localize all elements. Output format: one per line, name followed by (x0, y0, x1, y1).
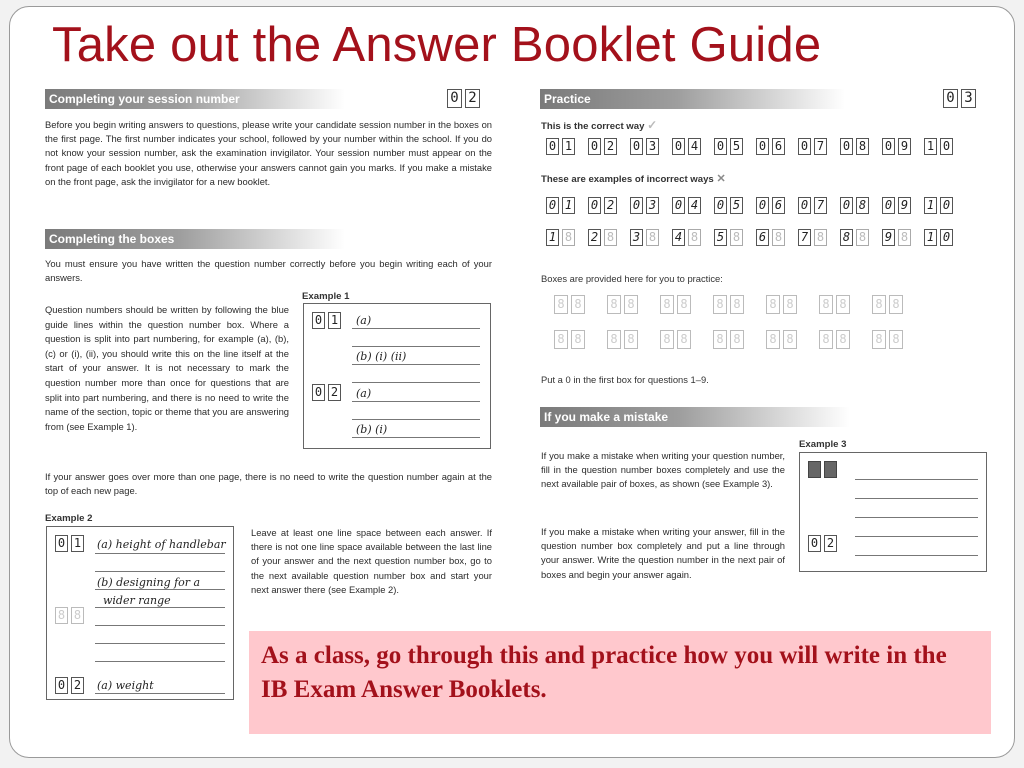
incorrect-pair (714, 229, 746, 247)
incorrect-pair (924, 197, 956, 215)
incorrect-digits-row-2 (546, 229, 966, 247)
digit-box: 0 (798, 138, 811, 155)
digit-box: 4 (672, 229, 685, 246)
digit-box: 2 (588, 229, 601, 246)
practice-box: 8 (766, 330, 780, 349)
practice-boxes-label: Boxes are provided here for you to practice: (541, 273, 723, 284)
incorrect-digits-row-1 (546, 197, 966, 215)
correct-pair (630, 138, 662, 156)
digit-box: 0 (588, 138, 601, 155)
example1-label: Example 1 (302, 291, 350, 302)
practice-boxes-row-1 (554, 295, 925, 314)
check-icon: ✓ (647, 118, 658, 132)
example3-box (799, 452, 987, 572)
practice-box: 8 (889, 330, 903, 349)
example2-entry-b-cont: wider range (103, 594, 171, 607)
digit-box: 0 (756, 138, 769, 155)
digit-box: 8 (856, 138, 869, 155)
digit-box: 4 (688, 197, 701, 214)
practice-box: 8 (872, 295, 886, 314)
practice-header: Practice (540, 89, 845, 109)
digit-box: 7 (798, 229, 811, 246)
digit-box: 0 (940, 229, 953, 246)
practice-box: 8 (554, 330, 568, 349)
digit-box: 0 (882, 197, 895, 214)
example2-label: Example 2 (45, 513, 93, 524)
correct-pair (798, 138, 830, 156)
example2-q2-digits: 0 2 (55, 677, 87, 695)
practice-pair (554, 330, 588, 349)
incorrect-ways-label: These are examples of incorrect ways ✕ (541, 173, 726, 185)
practice-pair (713, 295, 747, 314)
digit-box: 1 (546, 229, 559, 246)
practice-page-number: 0 3 (943, 89, 979, 108)
example1-q1-digits: 0 1 (312, 312, 344, 330)
digit-box: 0 (672, 138, 685, 155)
incorrect-pair (672, 197, 704, 215)
practice-pair (660, 330, 694, 349)
example2-entry-b: (b) designing for a (97, 576, 201, 589)
callout-text: As a class, go through this and practice how you will write in the IB Exam Answer Booklets. (261, 642, 947, 703)
digit-box: 5 (714, 229, 727, 246)
empty-digit-box: 8 (730, 229, 743, 246)
correct-pair (840, 138, 872, 156)
example3-filled-digits (808, 461, 840, 479)
incorrect-pair (546, 229, 578, 247)
correct-pair (756, 138, 788, 156)
empty-digit-box: 8 (646, 229, 659, 246)
practice-box: 8 (730, 330, 744, 349)
incorrect-pair (672, 229, 704, 247)
session-number-header: Completing your session number (45, 89, 345, 109)
correct-pair (546, 138, 578, 156)
digit-box: 0 (588, 197, 601, 214)
digit-box: 0 (714, 197, 727, 214)
example1-entry-a2: (a) (356, 387, 372, 400)
practice-box: 8 (571, 330, 585, 349)
incorrect-pair (798, 229, 830, 247)
boxes-body-text: Question numbers should be written by following the blue guide lines within the question number box. Where a question is split into part numbering, for example (a), (b), (c) or (i), (ii), you should write this on the line itself at the start of your answer. It is not necessary to mark the question number more than once for questions that are split into part numbering, and there is no need to write the name of the section, topic or theme that you are answering from (see Example 1). (45, 304, 289, 432)
digit-box: 0 (756, 197, 769, 214)
example2-empty-digits: 8 8 (55, 607, 87, 625)
incorrect-pair (588, 197, 620, 215)
slide-title: Take out the Answer Booklet Guide (52, 18, 822, 72)
empty-digit-box: 8 (604, 229, 617, 246)
practice-box: 8 (819, 330, 833, 349)
example1-box (303, 303, 491, 449)
example2-text: Leave at least one line space between each answer. If there is not one line space available between the last line of your answer and the next question number box, go to the next available question number box and start your next answer there (see Example 2). (251, 527, 492, 595)
incorrect-pair (840, 197, 872, 215)
digit-box: 2 (604, 197, 617, 214)
digit-box: 1 (562, 197, 575, 214)
empty-digit-box: 8 (814, 229, 827, 246)
example2-entry-a: (a) height of handlebar (97, 538, 226, 551)
digit-box: 0 (630, 197, 643, 214)
digit-box: 6 (756, 229, 769, 246)
digit-box: 0 (940, 197, 953, 214)
example1-entry-b2: (b) (i) (356, 423, 388, 436)
practice-box: 8 (607, 295, 621, 314)
digit-box: 6 (772, 197, 785, 214)
incorrect-pair (756, 229, 788, 247)
digit-box: 3 (630, 229, 643, 246)
practice-box: 8 (783, 330, 797, 349)
practice-box: 8 (624, 295, 638, 314)
practice-box: 8 (607, 330, 621, 349)
practice-box: 8 (783, 295, 797, 314)
practice-pair (766, 295, 800, 314)
mistake-text-1: If you make a mistake when writing your question number, fill in the question number boxes completely and use the next available pair of boxes, as shown (see Example 3). (541, 450, 785, 490)
practice-pair (872, 295, 906, 314)
digit-box: 5 (730, 138, 743, 155)
correct-pair (714, 138, 746, 156)
incorrect-pair (630, 197, 662, 215)
digit-box: 0 (882, 138, 895, 155)
session-page-number: 0 2 (447, 89, 483, 108)
empty-digit-box: 8 (898, 229, 911, 246)
empty-digit-box: 8 (856, 229, 869, 246)
boxes-intro-text: You must ensure you have written the question number correctly before you begin writing each of your answers. (45, 258, 492, 284)
digit-box: 1 (924, 229, 937, 246)
practice-pair (766, 330, 800, 349)
boxes-more-text: If your answer goes over more than one page, there is no need to write the question number again at the top of each new page. (45, 471, 492, 497)
practice-note: Put a 0 in the first box for questions 1–9. (541, 374, 709, 385)
example3-label: Example 3 (799, 439, 847, 450)
practice-box: 8 (872, 330, 886, 349)
mistake-text-2: If you make a mistake when writing your answer, fill in the question number box completely and put a line through your answer. Write the question number in the next pair of boxes and begin your answer again. (541, 526, 785, 580)
incorrect-pair (546, 197, 578, 215)
practice-pair (872, 330, 906, 349)
practice-pair (607, 295, 641, 314)
digit-box: 8 (840, 229, 853, 246)
practice-box: 8 (571, 295, 585, 314)
digit-box: 5 (730, 197, 743, 214)
practice-box: 8 (660, 330, 674, 349)
digit-box: 0 (546, 197, 559, 214)
practice-pair (819, 330, 853, 349)
empty-digit-box: 8 (772, 229, 785, 246)
practice-box: 8 (836, 330, 850, 349)
correct-digits-row (546, 138, 966, 156)
practice-pair (554, 295, 588, 314)
practice-box: 8 (713, 330, 727, 349)
practice-box: 8 (836, 295, 850, 314)
slide (9, 6, 1015, 758)
correct-pair (588, 138, 620, 156)
practice-box: 8 (730, 295, 744, 314)
practice-box: 8 (766, 295, 780, 314)
digit-box: 9 (898, 197, 911, 214)
incorrect-pair (882, 229, 914, 247)
digit-box: 0 (714, 138, 727, 155)
example2-entry-weight: (a) weight (97, 679, 154, 692)
digit-box: 0 (840, 138, 853, 155)
digit-box: 0 (940, 138, 953, 155)
digit-box: 6 (772, 138, 785, 155)
incorrect-pair (798, 197, 830, 215)
incorrect-pair (924, 229, 956, 247)
incorrect-pair (840, 229, 872, 247)
empty-digit-box: 8 (562, 229, 575, 246)
digit-box: 0 (546, 138, 559, 155)
digit-box: 0 (630, 138, 643, 155)
digit-box: 1 (924, 138, 937, 155)
practice-box: 8 (677, 295, 691, 314)
example1-entry-b: (b) (i) (ii) (356, 350, 407, 363)
incorrect-pair (714, 197, 746, 215)
digit-box: 2 (604, 138, 617, 155)
digit-box: 0 (798, 197, 811, 214)
example1-q2-digits: 0 2 (312, 384, 344, 402)
digit-box: 0 (672, 197, 685, 214)
digit-box: 7 (814, 138, 827, 155)
class-instruction-callout (249, 631, 991, 734)
digit-box: 1 (562, 138, 575, 155)
correct-pair (672, 138, 704, 156)
example3-digits: 0 2 (808, 535, 840, 553)
cross-icon: ✕ (716, 173, 726, 185)
practice-box: 8 (554, 295, 568, 314)
correct-way-label: This is the correct way ✓ (541, 118, 658, 132)
incorrect-pair (630, 229, 662, 247)
example2-box (46, 526, 234, 700)
digit-box: 8 (856, 197, 869, 214)
practice-pair (819, 295, 853, 314)
practice-pair (713, 330, 747, 349)
mistake-header: If you make a mistake (540, 407, 850, 427)
completing-boxes-header: Completing the boxes (45, 229, 345, 249)
correct-pair (924, 138, 956, 156)
practice-box: 8 (819, 295, 833, 314)
digit-box: 7 (814, 197, 827, 214)
practice-box: 8 (713, 295, 727, 314)
incorrect-pair (882, 197, 914, 215)
practice-pair (607, 330, 641, 349)
example2-q1-digits: 0 1 (55, 535, 87, 553)
incorrect-pair (756, 197, 788, 215)
correct-pair (882, 138, 914, 156)
practice-box: 8 (889, 295, 903, 314)
practice-box: 8 (660, 295, 674, 314)
digit-box: 0 (840, 197, 853, 214)
digit-box: 1 (924, 197, 937, 214)
digit-box: 9 (898, 138, 911, 155)
incorrect-pair (588, 229, 620, 247)
digit-box: 3 (646, 197, 659, 214)
example1-entry-a1: (a) (356, 314, 372, 327)
practice-box: 8 (624, 330, 638, 349)
empty-digit-box: 8 (688, 229, 701, 246)
practice-box: 8 (677, 330, 691, 349)
practice-boxes-row-2 (554, 330, 925, 349)
session-number-text: Before you begin writing answers to questions, please write your candidate session number in the boxes on the first page. The first number indicates your school, followed by your number within the school. If you do not know your session number, ask the examination invigilator. Your session number must appear on the front page of each booklet you use, otherwise your answers cannot gain you marks. If you make a mistake on the front page, ask the invigilator for a new booklet. (45, 119, 492, 187)
digit-box: 9 (882, 229, 895, 246)
digit-box: 4 (688, 138, 701, 155)
digit-box: 3 (646, 138, 659, 155)
practice-pair (660, 295, 694, 314)
